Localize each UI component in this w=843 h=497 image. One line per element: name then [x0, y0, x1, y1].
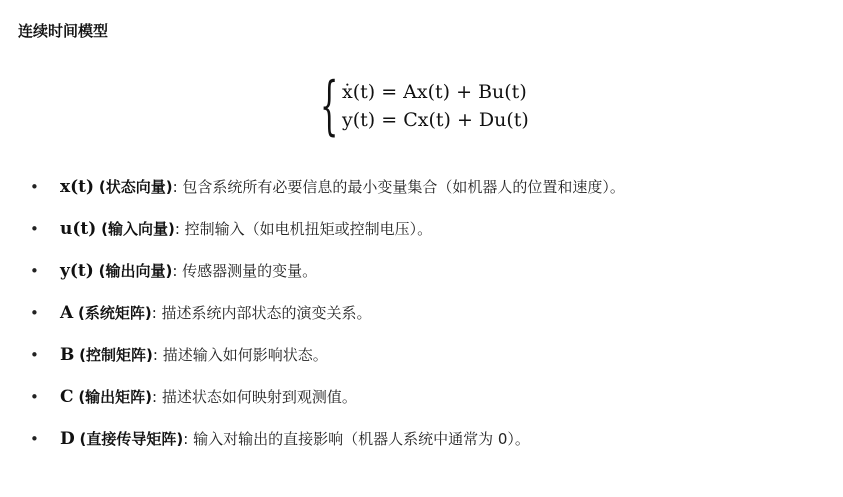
bullet-icon: • [30, 220, 39, 238]
item-symbol: D [60, 429, 75, 449]
state-equation: ẋ(t) = Ax(t) + Bu(t) [342, 81, 527, 103]
item-separator: : [172, 262, 183, 280]
item-label: (输出向量) [98, 262, 173, 280]
item-description: 控制输入（如电机扭矩或控制电压）。 [184, 220, 433, 238]
left-brace: { [320, 69, 339, 143]
list-item [30, 428, 835, 470]
list-item [30, 260, 835, 302]
item-description: 描述状态如何映射到观测值。 [161, 388, 357, 406]
list-item [30, 302, 835, 344]
item-description: 包含系统所有必要信息的最小变量集合（如机器人的位置和速度）。 [182, 178, 625, 196]
item-symbol: B [60, 345, 75, 365]
item-symbol: u(t) [60, 219, 97, 239]
item-symbol: A [60, 303, 74, 323]
item-separator: : [152, 388, 162, 406]
item-label: (输入向量) [101, 220, 175, 238]
bullet-icon: • [30, 304, 39, 322]
section-heading: 连续时间模型 [18, 22, 109, 40]
definition-list [30, 176, 835, 470]
item-separator: : [151, 304, 162, 322]
output-equation: y(t) = Cx(t) + Du(t) [342, 109, 529, 131]
item-label: (直接传导矩阵) [79, 430, 184, 448]
item-symbol: C [60, 387, 74, 407]
list-item [30, 386, 835, 428]
bullet-icon: • [30, 430, 39, 448]
bullet-icon: • [30, 346, 39, 364]
item-description: 描述系统内部状态的演变关系。 [161, 304, 372, 322]
item-symbol: x(t) [60, 177, 95, 197]
item-separator: : [152, 346, 163, 364]
equation-lines [342, 81, 529, 131]
list-item [30, 344, 835, 386]
bullet-icon: • [30, 178, 39, 196]
list-item [30, 176, 835, 218]
item-separator: : [172, 178, 183, 196]
item-label: (系统矩阵) [77, 304, 152, 322]
item-label: (控制矩阵) [79, 346, 153, 364]
item-description: 输入对输出的直接影响（机器人系统中通常为 0）。 [193, 430, 530, 448]
bullet-icon: • [30, 262, 39, 280]
state-space-equation [320, 69, 529, 143]
item-label: (输出矩阵) [78, 388, 153, 406]
bullet-icon: • [30, 388, 39, 406]
item-description: 描述输入如何影响状态。 [162, 346, 328, 364]
list-item [30, 218, 835, 260]
item-label: (状态向量) [98, 178, 173, 196]
item-separator: : [183, 430, 194, 448]
item-symbol: y(t) [60, 261, 94, 281]
item-separator: : [174, 220, 185, 238]
item-description: 传感器测量的变量。 [182, 262, 318, 280]
